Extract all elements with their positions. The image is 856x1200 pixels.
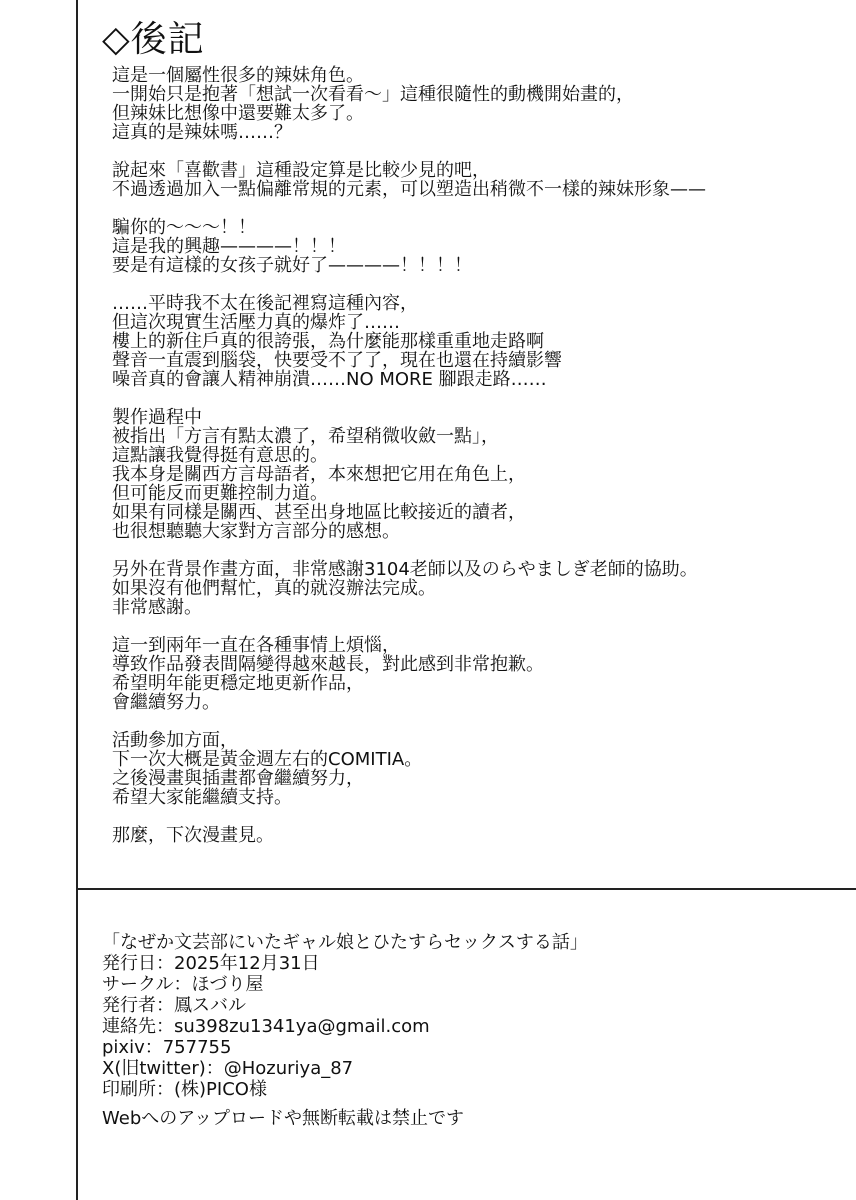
text-line: 如果有同樣是關西、甚至出身地區比較接近的讀者， <box>112 502 526 523</box>
page-title: ◇後記 <box>102 19 205 60</box>
pixiv-id: pixiv：757755 <box>102 1037 232 1058</box>
text-line: 一開始只是抱著「想試一次看看〜」這種很隨性的動機開始畫的， <box>112 84 634 105</box>
paragraph <box>112 408 832 541</box>
text-line: 會繼續努力。 <box>112 692 220 713</box>
text-line: 我本身是關西方言母語者，本來想把它用在角色上， <box>112 464 526 485</box>
text-line: 這是一個屬性很多的辣妹角色。 <box>112 65 364 86</box>
paragraph <box>112 218 832 275</box>
text-line: 這是我的興趣————！！！ <box>112 236 346 257</box>
text-line: 騙你的〜〜〜！！ <box>112 217 256 238</box>
text-line: 這真的是辣妹嗎……？ <box>112 122 292 143</box>
text-line: 那麼，下次漫畫見。 <box>112 825 274 846</box>
book-title: 「なぜか文芸部にいたギャル娘とひたすらセックスする話」 <box>102 932 588 953</box>
text-line: 如果沒有他們幫忙，真的就沒辦法完成。 <box>112 578 436 599</box>
paragraph <box>112 731 832 807</box>
text-line: 另外在背景作畫方面，非常感謝3104老師以及のらやましぎ老師的協助。 <box>112 559 698 580</box>
text-line: 下一次大概是黃金週左右的COMITIA。 <box>112 749 423 770</box>
publish-date: 発行日：2025年12月31日 <box>102 953 320 974</box>
text-line: 之後漫畫與插畫都會繼續努力， <box>112 768 364 789</box>
paragraph <box>112 826 832 845</box>
text-line: 製作過程中 <box>112 407 202 428</box>
printer: 印刷所：(株)PICO様 <box>102 1079 267 1100</box>
text-line: 這一到兩年一直在各種事情上煩惱， <box>112 635 400 656</box>
colophon <box>102 932 822 1100</box>
afterword-body <box>112 66 832 864</box>
paragraph <box>112 66 832 142</box>
text-line: ……平時我不太在後記裡寫這種內容， <box>112 293 418 314</box>
text-line: 說起來「喜歡書」這種設定算是比較少見的吧， <box>112 160 490 181</box>
x-handle: X(旧twitter)：@Hozuriya_87 <box>102 1058 354 1079</box>
text-line: 也很想聽聽大家對方言部分的感想。 <box>112 521 400 542</box>
text-line: 不過透過加入一點偏離常規的元素，可以塑造出稍微不一樣的辣妹形象—— <box>112 179 706 200</box>
contact-email: 連絡先：su398zu1341ya@gmail.com <box>102 1016 430 1037</box>
text-line: 這點讓我覺得挺有意思的。 <box>112 445 328 466</box>
text-line: 但可能反而更難控制力道。 <box>112 483 328 504</box>
text-line: 導致作品發表間隔變得越來越長，對此感到非常抱歉。 <box>112 654 544 675</box>
text-line: 但辣妹比想像中還要難太多了。 <box>112 103 364 124</box>
text-line: 希望明年能更穩定地更新作品， <box>112 673 364 694</box>
left-border-line <box>76 0 78 1200</box>
paragraph <box>112 161 832 199</box>
text-line: 噪音真的會讓人精神崩潰……NO MORE 腳跟走路…… <box>112 369 547 390</box>
paragraph <box>112 636 832 712</box>
copyright-notice: Webへのアップロードや無断転載は禁止です <box>102 1108 464 1129</box>
text-line: 聲音一直震到腦袋，快要受不了了，現在也還在持續影響 <box>112 350 562 371</box>
circle-name: サークル：ほづり屋 <box>102 974 264 995</box>
text-line: 要是有這樣的女孩子就好了————！！！！ <box>112 255 472 276</box>
text-line: 希望大家能繼續支持。 <box>112 787 292 808</box>
text-line: 活動參加方面， <box>112 730 238 751</box>
paragraph <box>112 294 832 389</box>
publisher: 発行者：鳳スバル <box>102 995 246 1016</box>
text-line: 樓上的新住戶真的很誇張，為什麼能那樣重重地走路啊 <box>112 331 544 352</box>
text-line: 非常感謝。 <box>112 597 202 618</box>
text-line: 被指出「方言有點太濃了，希望稍微收斂一點」， <box>112 426 499 447</box>
section-divider <box>76 888 856 890</box>
text-line: 但這次現實生活壓力真的爆炸了…… <box>112 312 400 333</box>
paragraph <box>112 560 832 617</box>
